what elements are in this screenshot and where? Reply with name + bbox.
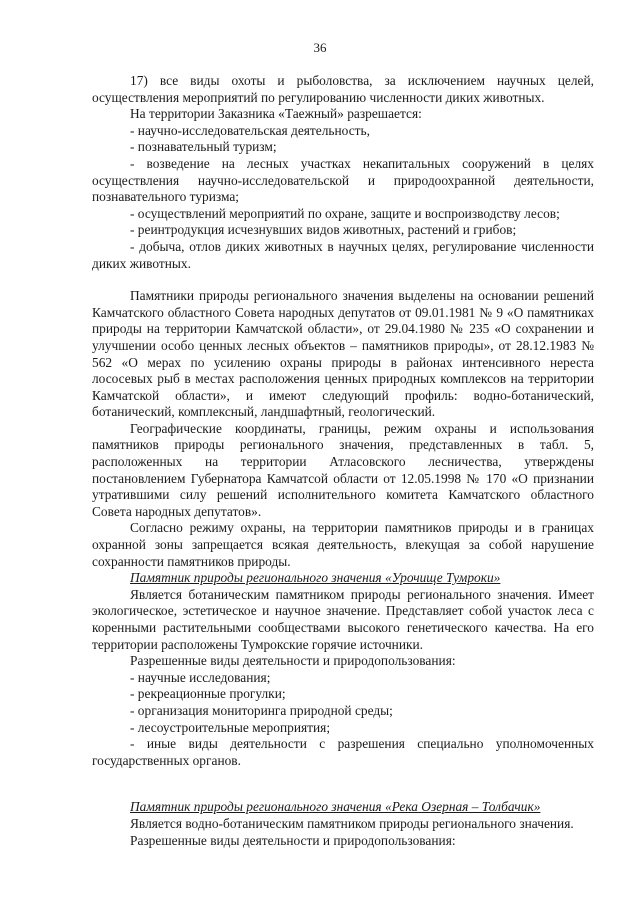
paragraph-allowed-intro: На территории Заказника «Таежный» разрешается:	[130, 106, 422, 122]
paragraph-tumroki-description: Является ботаническим памятником природы регионального значения. Имеет экологическое, эстетическое и научное значение. Представляет собой участок леса с коренными растительными сообществами высокого генетического качества. На его территории расположены Тумрокские горячие источники.	[92, 586, 594, 652]
page-number: 36	[313, 40, 327, 55]
paragraph-monuments-basis: Памятники природы регионального значения выделены на основании решений Камчатского областного Совета народных депутатов от 09.01.1981 № 9 «О памятниках природы на территории Камчатской области», от 29.04.1980 № 235 «О сохранении и улучшении особо ценных лесных объектов – памятников природы», от 28.12.1983 № 562 «О мерах по усилению охраны природы в районах интенсивного нереста лососевых рыб в местах расположения ценных природных комплексов на территории Камчатской области», и имеют следующий профиль: водно-ботанический, ботанический, комплексный, ландшафтный, геологический.	[92, 288, 594, 420]
list-item: - осуществлений мероприятий по охране, защите и воспроизводству лесов;	[130, 205, 560, 221]
paragraph-protection-regime: Согласно режиму охраны, на территории памятников природы и в границах охранной зоны запрещается всякая деятельность, влекущая за собой нарушение сохранности памятников природы.	[92, 520, 594, 569]
paragraph-allowed-intro-2: Разрешенные виды деятельности и природопользования:	[130, 653, 456, 669]
paragraph-ozernaya-description: Является водно-ботаническим памятником природы регионального значения.	[130, 815, 574, 831]
list-item: - научно-исследовательская деятельность,	[130, 122, 370, 138]
spacer	[92, 769, 594, 799]
spacer	[92, 272, 594, 288]
list-item: - научные исследования;	[130, 669, 271, 685]
paragraph-hunting-ban: 17) все виды охоты и рыболовства, за исключением научных целей, осуществления мероприятий по регулированию численности диких животных.	[92, 73, 594, 105]
list-item: - познавательный туризм;	[130, 139, 277, 155]
list-item: - реинтродукция исчезнувших видов животных, растений и грибов;	[130, 222, 517, 238]
list-item: - рекреационные прогулки;	[130, 686, 286, 702]
list-item: - добыча, отлов диких животных в научных целях, регулирование численности диких животных.	[92, 238, 594, 271]
page-body	[92, 73, 594, 849]
section-heading-ozernaya: Памятник природы регионального значения «Река Озерная – Толбачик»	[130, 799, 541, 815]
list-item: - организация мониторинга природной среды;	[130, 702, 393, 718]
list-item: - лесоустроительные мероприятия;	[130, 719, 331, 735]
list-item: - возведение на лесных участках некапитальных сооружений в целях осуществления научно-исследовательской и природоохранной деятельности, познавательного туризма;	[92, 155, 594, 205]
paragraph-allowed-intro-3: Разрешенные виды деятельности и природопользования:	[130, 832, 456, 848]
section-heading-tumroki: Памятник природы регионального значения «Урочище Тумроки»	[130, 570, 501, 586]
paragraph-coordinates: Географические координаты, границы, режим охраны и использования памятников природы регионального значения, представленных в табл. 5, расположенных на территории Атласовского лесничества, утверждены постановлением Губернатора Камчатсой области от 12.05.1998 № 170 «О признании утратившими силу решений исполнительного комитета Камчатского областного Совета народных депутатов».	[92, 420, 594, 519]
list-item: - иные виды деятельности с разрешения специально уполномоченных государственных органов.	[92, 736, 594, 768]
